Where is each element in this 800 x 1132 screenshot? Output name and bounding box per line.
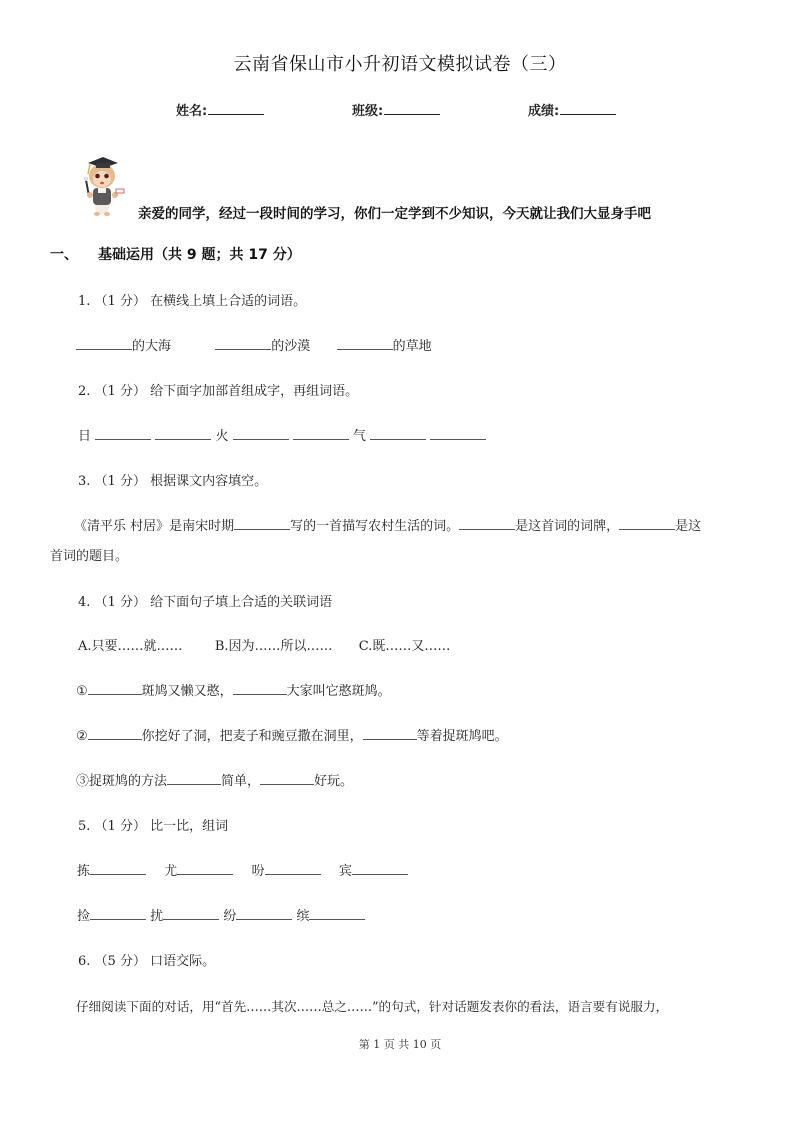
answer-blank[interactable] xyxy=(619,517,675,530)
blank-suffix: 的大海 xyxy=(132,339,172,354)
base-char: 宾 xyxy=(338,864,352,879)
name-field xyxy=(176,100,264,119)
text-part: 是这首词的词牌， xyxy=(515,519,620,534)
q5-row-1 xyxy=(77,860,408,879)
q1-blanks xyxy=(76,335,432,354)
answer-blank[interactable] xyxy=(90,862,146,875)
question-score: （1 分） xyxy=(94,474,146,489)
page-title: 云南省保山市小升初语文模拟试卷（三） xyxy=(233,54,567,75)
answer-blank[interactable] xyxy=(76,337,132,350)
sentence-prefix: ① xyxy=(76,684,88,699)
answer-blank[interactable] xyxy=(293,427,349,440)
text-part: 写的一首描写农村生活的词。 xyxy=(290,519,460,534)
question-number: 3. xyxy=(78,474,91,489)
text-part: 是这 xyxy=(675,519,702,534)
question-number: 6. xyxy=(78,954,91,969)
text-part: 简单， xyxy=(221,774,261,789)
question-2 xyxy=(78,380,358,399)
question-1 xyxy=(78,290,306,309)
sentence-prefix: ③捉斑鸠的方法 xyxy=(76,774,168,789)
question-number: 5. xyxy=(78,819,91,834)
section-heading xyxy=(50,244,301,264)
answer-blank[interactable] xyxy=(233,427,289,440)
option-c: C.既……又…… xyxy=(358,639,451,654)
question-prompt: 给下面句子填上合适的关联词语 xyxy=(150,595,333,610)
answer-blank[interactable] xyxy=(260,772,314,785)
option-a: A.只要……就…… xyxy=(78,639,183,654)
answer-blank[interactable] xyxy=(265,862,321,875)
base-char: 拣 xyxy=(77,864,91,879)
q4-sentence-3 xyxy=(76,770,353,789)
base-char: 火 xyxy=(215,429,229,444)
base-char: 气 xyxy=(352,429,366,444)
answer-blank[interactable] xyxy=(363,727,417,740)
question-prompt: 在横线上填上合适的词语。 xyxy=(150,294,307,309)
text-part: 等着捉斑鸠吧。 xyxy=(416,729,508,744)
answer-blank[interactable] xyxy=(309,907,365,920)
question-score: （1 分） xyxy=(94,384,146,399)
question-6 xyxy=(78,950,215,969)
score-blank[interactable] xyxy=(560,102,616,115)
base-char: 日 xyxy=(78,429,92,444)
q3-text-line2: 首词的题目。 xyxy=(50,549,129,564)
answer-blank[interactable] xyxy=(163,907,219,920)
page-footer: 第 1 页 共 10 页 xyxy=(358,1038,442,1051)
answer-blank[interactable] xyxy=(236,907,292,920)
text-part: 好玩。 xyxy=(314,774,354,789)
question-number: 2. xyxy=(78,384,91,399)
answer-blank[interactable] xyxy=(167,772,221,785)
section-number: 一、 xyxy=(50,247,78,263)
section-title: 基础运用（共 9 题；共 17 分） xyxy=(98,247,301,263)
question-score: （1 分） xyxy=(94,595,146,610)
score-label: 成绩: xyxy=(528,104,560,119)
answer-blank[interactable] xyxy=(430,427,486,440)
text-part: 《清平乐 村居》是南宋时期 xyxy=(74,519,235,534)
answer-blank[interactable] xyxy=(352,862,408,875)
question-score: （1 分） xyxy=(94,819,146,834)
question-score: （1 分） xyxy=(94,294,146,309)
answer-blank[interactable] xyxy=(370,427,426,440)
base-char: 扰 xyxy=(150,909,164,924)
question-4 xyxy=(78,591,332,610)
answer-blank[interactable] xyxy=(95,427,151,440)
question-5 xyxy=(78,815,228,834)
q4-sentence-1 xyxy=(76,680,391,699)
option-b: B.因为……所以…… xyxy=(214,639,333,654)
question-number: 1. xyxy=(78,294,91,309)
question-score: （5 分） xyxy=(94,954,146,969)
text-part: 斑鸠又懒又憨， xyxy=(141,684,233,699)
q6-text: 仔细阅读下面的对话，用“首先……其次……总之……”的句式，针对话题发表你的看法，语言要有说服力， xyxy=(76,999,669,1014)
base-char: 吩 xyxy=(251,864,265,879)
base-char: 缤 xyxy=(296,909,310,924)
class-blank[interactable] xyxy=(384,102,440,115)
q4-sentence-2 xyxy=(76,725,508,744)
base-char: 尤 xyxy=(164,864,178,879)
answer-blank[interactable] xyxy=(90,907,146,920)
text-part: 你挖好了洞，把麦子和豌豆撒在洞里， xyxy=(141,729,363,744)
name-blank[interactable] xyxy=(208,102,264,115)
text-part: 大家叫它憨斑鸠。 xyxy=(286,684,391,699)
answer-blank[interactable] xyxy=(459,517,515,530)
question-3 xyxy=(78,470,267,489)
q2-blanks xyxy=(78,425,486,444)
answer-blank[interactable] xyxy=(233,682,287,695)
q3-text-line1 xyxy=(74,515,701,534)
class-label: 班级: xyxy=(352,104,384,119)
base-char: 捡 xyxy=(77,909,91,924)
blank-suffix: 的草地 xyxy=(392,339,432,354)
class-field xyxy=(352,100,440,119)
greeting-text: 亲爱的同学，经过一段时间的学习，你们一定学到不少知识，今天就让我们大显身手吧 xyxy=(138,206,651,222)
graduate-monkey-mascot-icon xyxy=(76,148,128,218)
name-label: 姓名: xyxy=(176,104,208,119)
question-prompt: 口语交际。 xyxy=(150,954,216,969)
answer-blank[interactable] xyxy=(88,727,142,740)
q4-options xyxy=(78,635,450,654)
base-char: 纷 xyxy=(223,909,237,924)
q5-row-2 xyxy=(77,905,365,924)
answer-blank[interactable] xyxy=(234,517,290,530)
answer-blank[interactable] xyxy=(215,337,271,350)
question-prompt: 根据课文内容填空。 xyxy=(150,474,268,489)
blank-suffix: 的沙漠 xyxy=(271,339,311,354)
score-field xyxy=(528,100,616,119)
question-prompt: 比一比，组词 xyxy=(150,819,229,834)
answer-blank[interactable] xyxy=(155,427,211,440)
question-prompt: 给下面字加部首组成字，再组词语。 xyxy=(150,384,359,399)
sentence-prefix: ② xyxy=(76,729,88,744)
answer-blank[interactable] xyxy=(337,337,393,350)
answer-blank[interactable] xyxy=(177,862,233,875)
answer-blank[interactable] xyxy=(88,682,142,695)
question-number: 4. xyxy=(78,595,91,610)
